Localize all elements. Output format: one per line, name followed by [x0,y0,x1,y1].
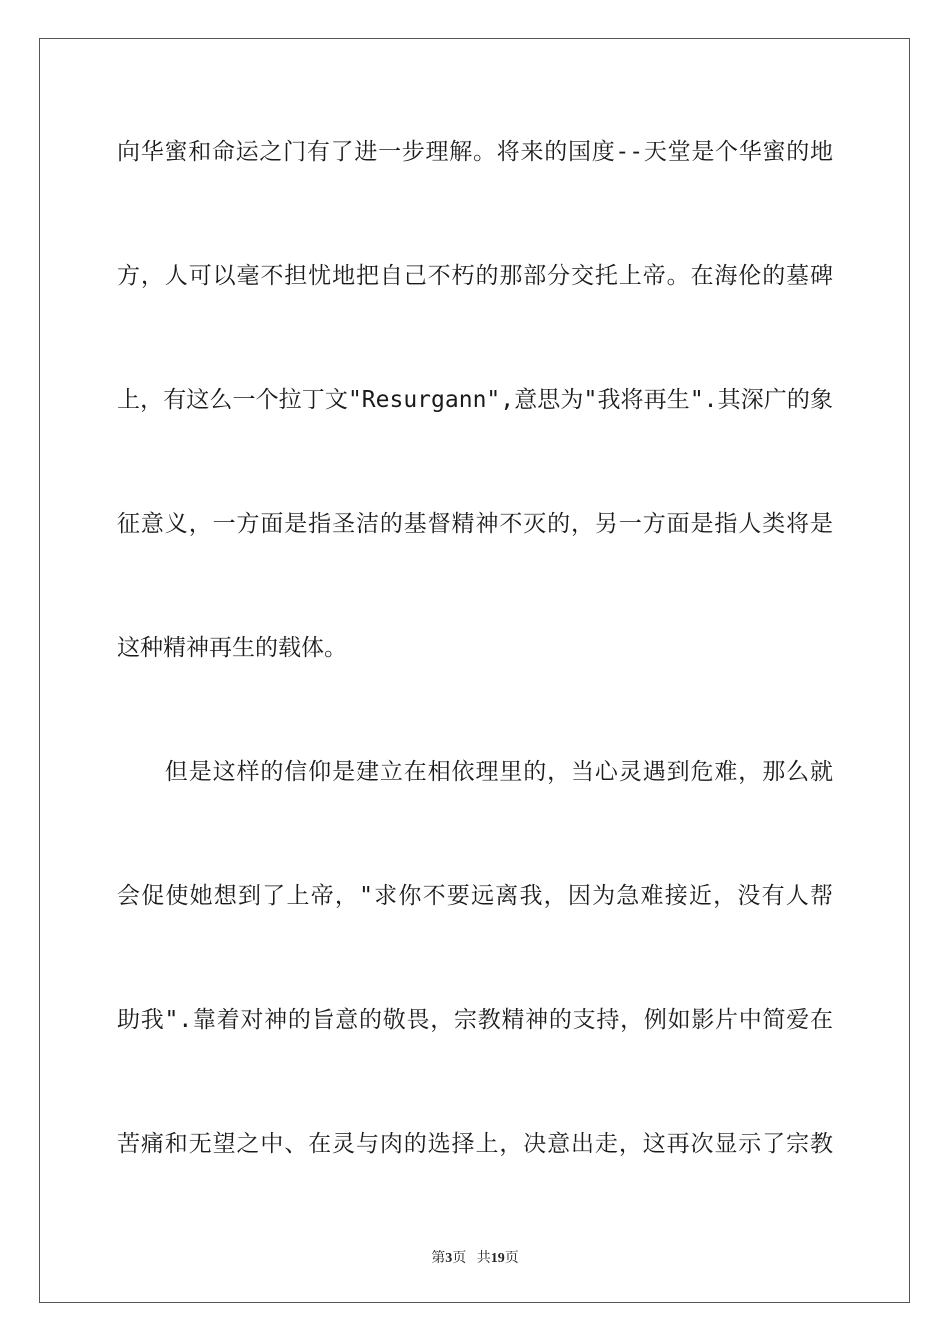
page-border [39,38,910,1303]
body-text-line-1: 向华蜜和命运之门有了进一步理解。将来的国度--天堂是个华蜜的地 [117,139,833,165]
page-number-footer [0,1247,950,1267]
body-text-line-8: 助我".靠着对神的旨意的敬畏，宗教精神的支持，例如影片中简爱在 [117,1007,833,1033]
body-text-line-9: 苦痛和无望之中、在灵与肉的选择上，决意出走，这再次显示了宗教 [117,1131,833,1157]
footer-current-page: 3 [445,1251,453,1266]
footer-page-suffix: 页 [452,1251,467,1266]
footer-total-prefix: 共 [476,1251,491,1266]
footer-total-pages: 19 [490,1251,505,1266]
body-text-line-6: 但是这样的信仰是建立在相依理里的，当心灵遇到危难，那么就 [117,759,833,785]
body-text-line-4: 征意义，一方面是指圣洁的基督精神不灭的，另一方面是指人类将是 [117,511,833,537]
body-text-line-2: 方，人可以毫不担忧地把自己不朽的那部分交托上帝。在海伦的墓碑 [117,263,833,289]
body-text-line-7: 会促使她想到了上帝，"求你不要远离我，因为急难接近，没有人帮 [117,883,833,909]
footer-page-prefix: 第 [431,1251,446,1266]
footer-total-suffix: 页 [504,1251,519,1266]
body-text-line-5: 这种精神再生的载体。 [117,635,347,661]
body-text-line-3: 上，有这么一个拉丁文"Resurgann",意思为"我将再生".其深广的象 [117,387,833,413]
